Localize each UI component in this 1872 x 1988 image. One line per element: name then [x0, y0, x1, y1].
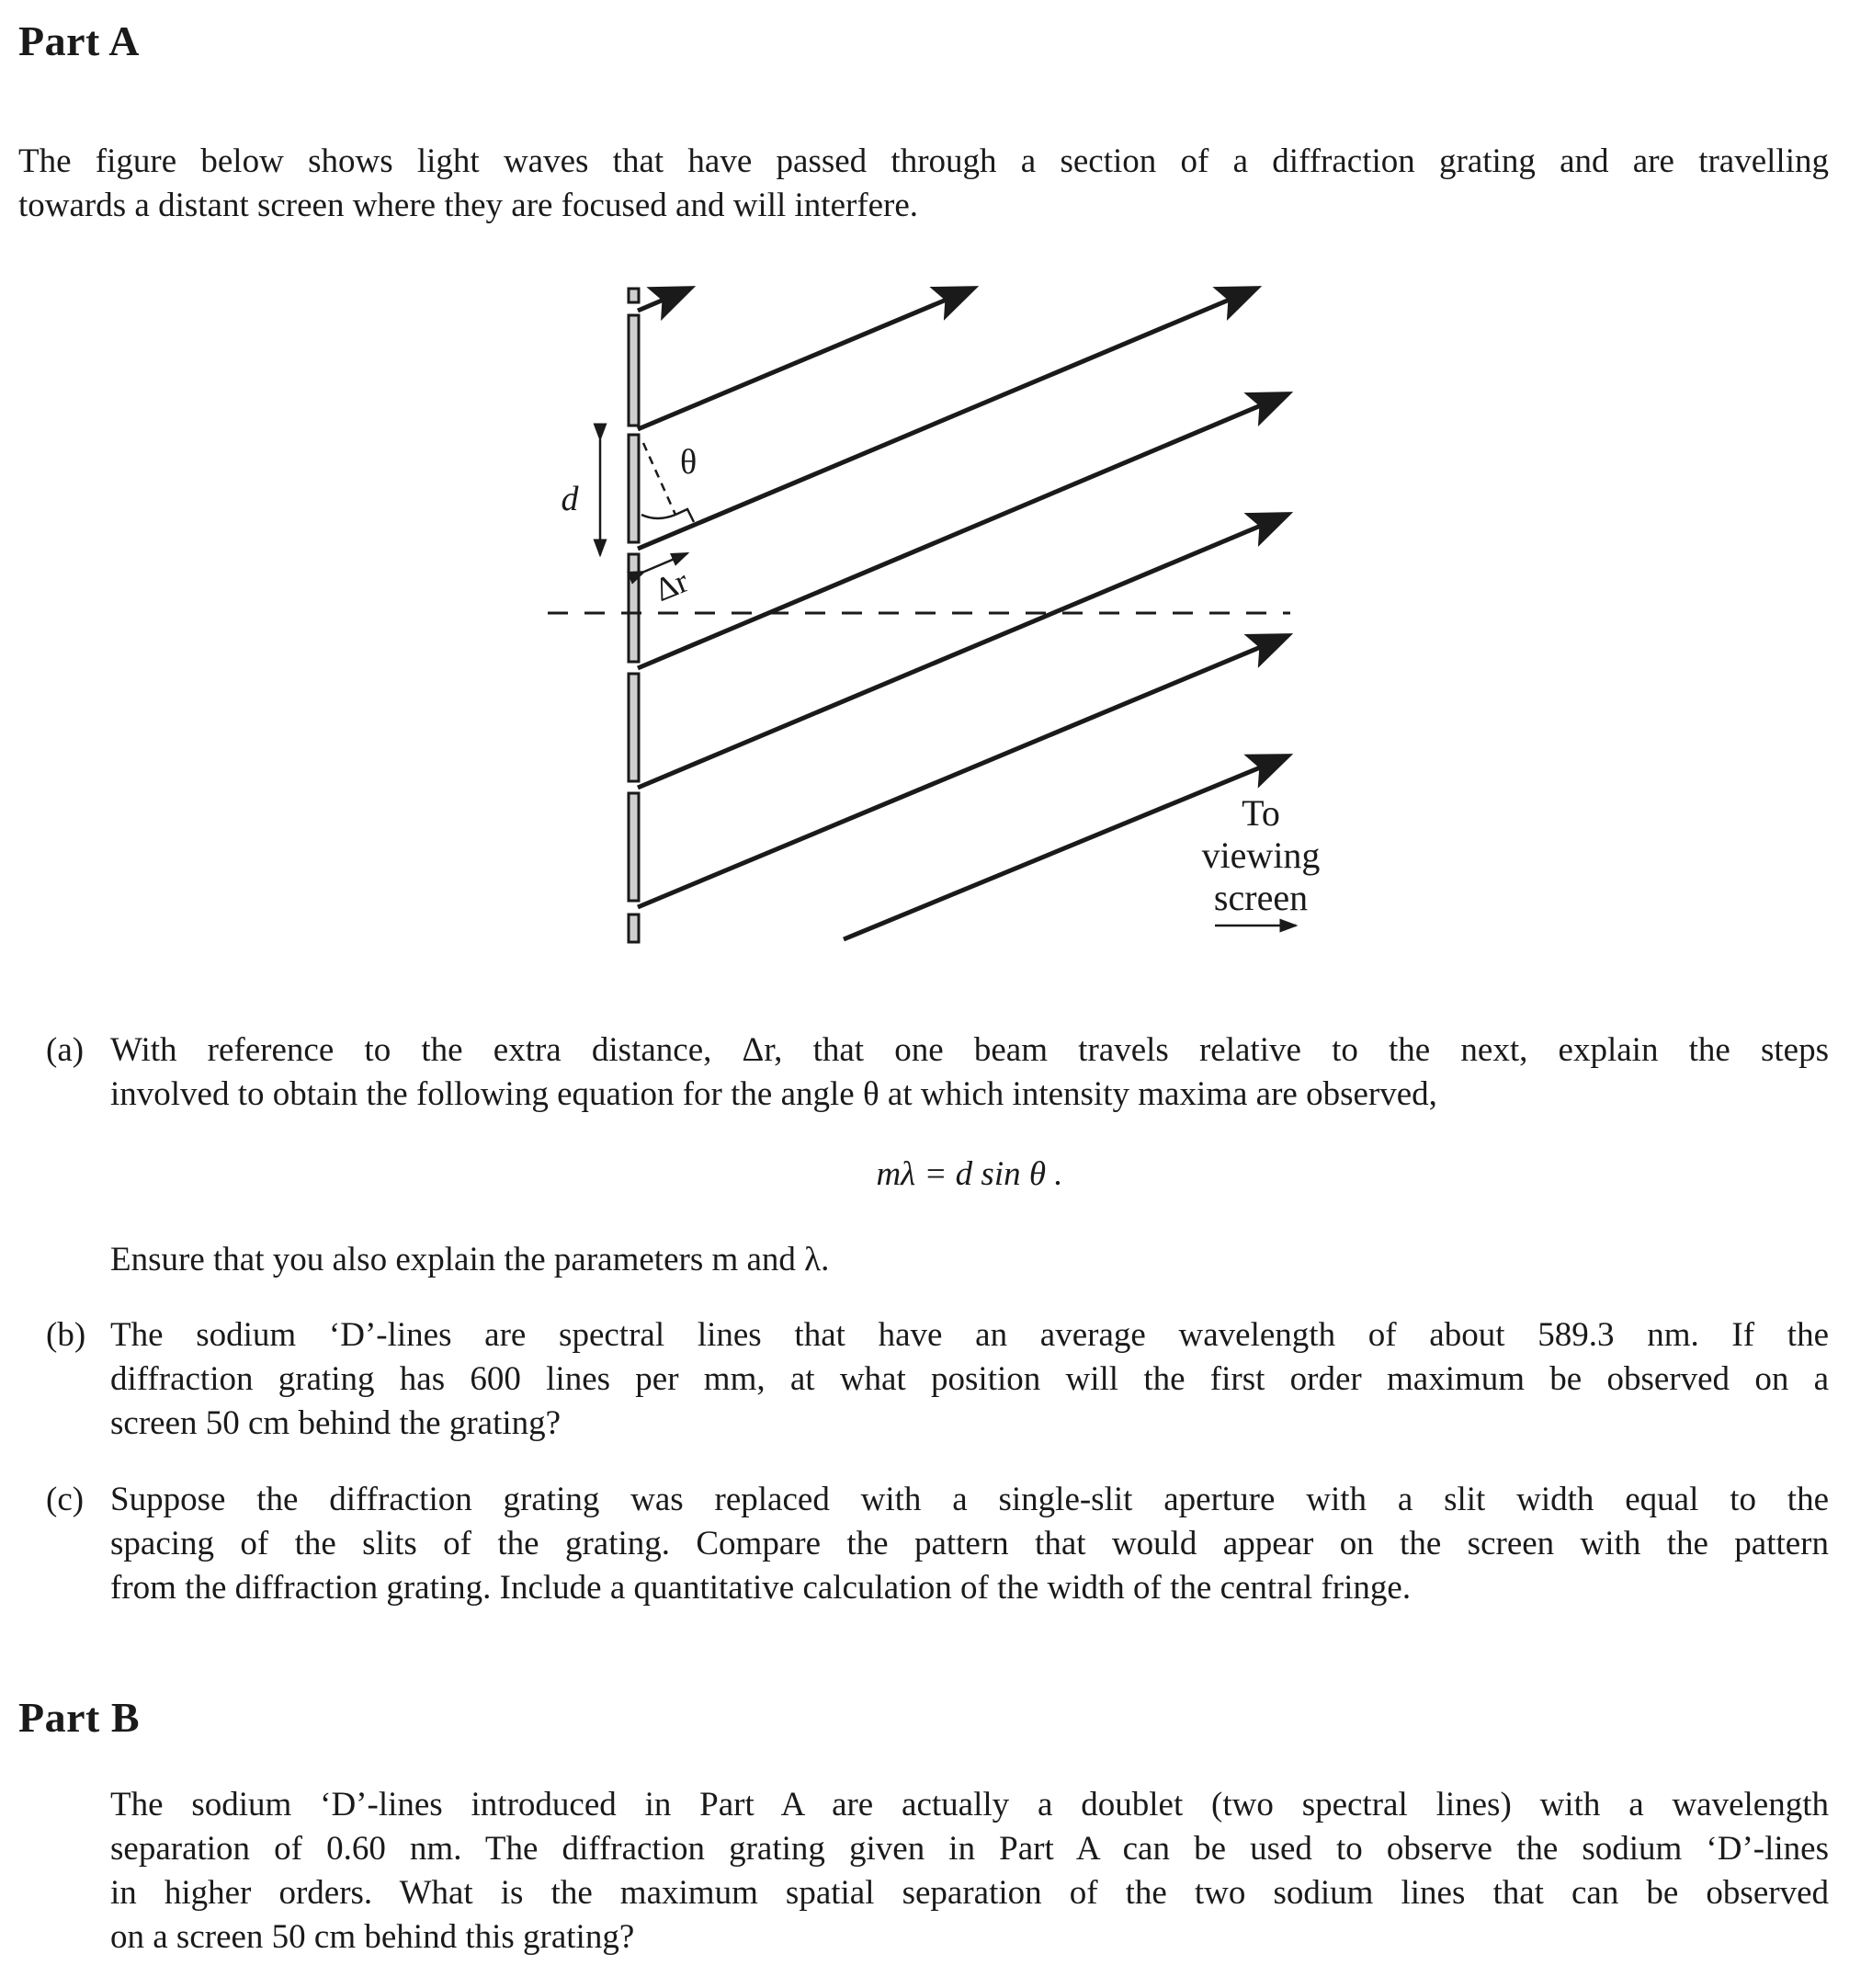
grating-slat	[629, 554, 639, 662]
diffraction-grating-figure	[0, 267, 1872, 947]
ray	[638, 516, 1285, 788]
item-c-line-3: from the diffraction grating. Include a quantitative calculation of the width of the central fringe.	[110, 1569, 1412, 1607]
item-b-label: (b)	[46, 1316, 86, 1354]
item-b-line-1: The sodium ‘D’-lines are spectral lines that have an average wavelength of about 589.3 nm. If the	[110, 1316, 1829, 1354]
ray	[638, 290, 1254, 549]
part-b-text	[110, 1783, 1829, 1960]
caption-line-1: To	[1242, 792, 1280, 834]
part-b-line-4: on a screen 50 cm behind this grating?	[110, 1918, 635, 1956]
ray	[638, 290, 970, 429]
item-c-label: (c)	[46, 1481, 85, 1518]
part-a-intro	[18, 140, 1829, 228]
part-b-line-3: in higher orders. What is the maximum spatial separation of the two sodium lines that can be observed	[110, 1874, 1829, 1912]
theta-arc	[641, 515, 675, 518]
item-b-text	[110, 1313, 1829, 1446]
item-a-line-2: involved to obtain the following equation for the angle θ at which intensity maxima are observed,	[110, 1075, 1437, 1113]
item-c-line-2: spacing of the slits of the grating. Compare the pattern that would appear on the screen with the pattern	[110, 1525, 1829, 1562]
delta-r-label: Δr	[649, 562, 694, 608]
theta-label: θ	[680, 443, 698, 482]
caption-line-2: viewing	[1201, 835, 1321, 876]
item-c-text	[110, 1478, 1829, 1610]
intro-line-2: towards a distant screen where they are focused and will interfere.	[18, 187, 919, 224]
grating-slat	[629, 435, 639, 542]
item-c-line-1: Suppose the diffraction grating was replaced with a single-slit aperture with a slit width equal to the	[110, 1481, 1829, 1518]
ray	[638, 395, 1285, 668]
grating-slat	[629, 289, 639, 302]
part-b-line-1: The sodium ‘D’-lines introduced in Part A are actually a doublet (two spectral lines) with a wavelength	[110, 1786, 1829, 1823]
part-b-heading: Part B	[18, 1694, 141, 1741]
item-a-text	[110, 1028, 1829, 1117]
grating	[629, 289, 639, 942]
equation: mλ = d sin θ .	[876, 1155, 1063, 1193]
part-a-heading: Part A	[18, 17, 141, 64]
grating-slat	[629, 315, 639, 426]
item-b-line-2: diffraction grating has 600 lines per mm, at what position will the first order maximum be observed on a	[110, 1360, 1829, 1398]
viewing-screen-caption	[1202, 792, 1321, 926]
theta-dashed-line	[643, 443, 675, 515]
grating-slat	[629, 793, 639, 901]
part-b-line-2: separation of 0.60 nm. The diffraction grating given in Part A can be used to observe the sodium ‘D’-lines	[110, 1830, 1829, 1868]
ray	[638, 290, 687, 311]
item-a-follow: Ensure that you also explain the parameters m and λ.	[110, 1241, 830, 1278]
item-a-label: (a)	[46, 1031, 85, 1069]
intro-line-1: The figure below shows light waves that have passed through a section of a diffraction grating and are travelling	[18, 142, 1829, 180]
item-a-line-1: With reference to the extra distance, Δr, that one beam travels relative to the next, explain the steps	[110, 1031, 1829, 1069]
right-angle-mark	[675, 509, 694, 522]
caption-line-3: screen	[1213, 877, 1309, 918]
grating-slat	[629, 914, 639, 942]
d-label: d	[561, 480, 579, 518]
ray	[638, 637, 1285, 907]
grating-slat	[629, 674, 639, 781]
item-b-line-3: screen 50 cm behind the grating?	[110, 1404, 562, 1442]
